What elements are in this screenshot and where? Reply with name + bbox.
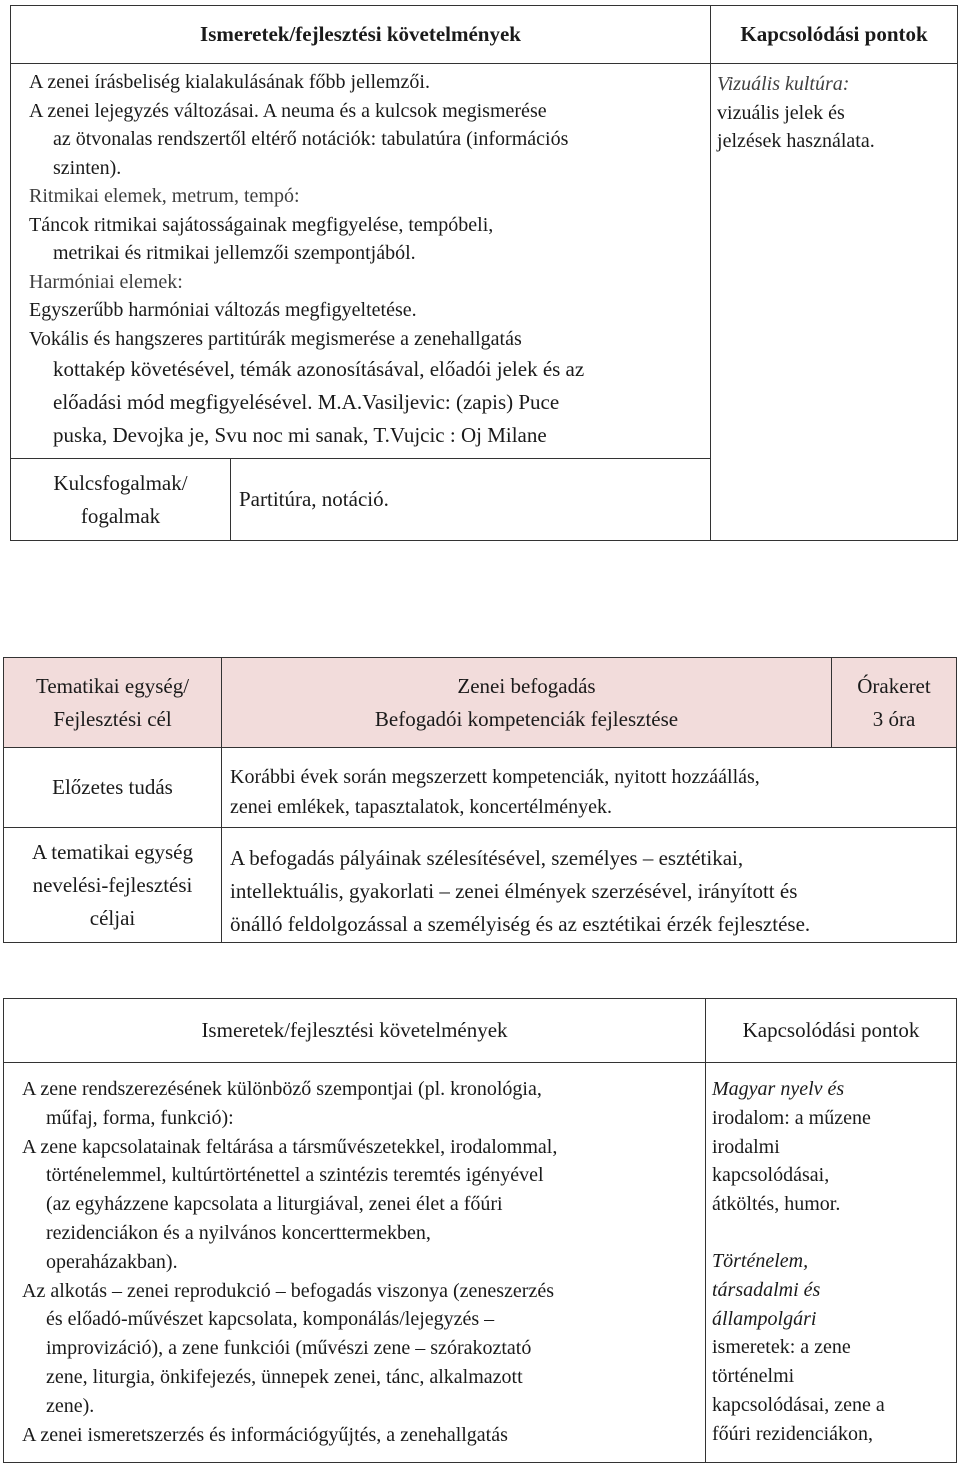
t3-right-spacer [712,1219,956,1247]
t3-right-line-7: főúri rezidenciákon, [712,1422,874,1445]
table1-requirements-cell [11,64,711,459]
t1-line-5: Ritmikai elemek, metrum, tempó: [29,185,300,207]
unit-label-line-2: Fejlesztési cél [53,706,172,731]
t1-right-line-2: jelzések használata. [717,130,875,152]
t1-line-7: metrikai és ritmikai jellemzői szempontjából. [53,242,416,264]
key-label-line-1: Kulcsfogalmak/ [53,470,188,495]
t3-right-italic-2c: állampolgári [712,1307,817,1330]
table1-header-requirements: Ismeretek/fejlesztési követelmények [11,6,711,64]
t3-right-italic-1: Magyar nyelv és [712,1078,845,1100]
prior-line-2: zenei emlékek, tapasztalatok, koncertélmények. [230,796,613,818]
goals-line-3: önálló feldolgozással a személyiség és az esztétikai érzék fejlesztése. [230,912,811,936]
key-label-line-2: fogalmak [80,503,161,528]
prior-knowledge-label: Előzetes tudás [4,748,222,828]
t3-line-1: A zene rendszerezésének különböző szempontjai (pl. kronológia, [22,1078,542,1100]
t3-line-13: A zenei ismeretszerzés és információgyűjtés, a zenehallgatás [22,1423,508,1446]
t1-line-4: szinten). [53,156,122,179]
t3-line-12: zene). [46,1394,95,1417]
requirements-table-1 [10,5,958,541]
t3-right-muzene: a műzene [789,1106,871,1129]
t3-line-2: műfaj, forma, funkció): [46,1106,234,1129]
goals-line-1: A befogadás pályáinak szélesítésével, személyes – esztétikai, [230,846,744,870]
hours-value: 3 óra [872,706,916,731]
goals-label-line-3: céljai [89,905,136,930]
t1-line-11: kottakép követésével, témák azonosításával, előadói jelek és az [53,357,585,381]
t3-right-line-6: kapcsolódásai, zene a [712,1393,885,1416]
unit-label-line-1: Tematikai egység/ [35,673,190,698]
t3-line-9: és előadó-művészet kapcsolata, komponálás/lejegyzés – [46,1308,495,1331]
t1-line-9: Egyszerűbb harmóniai változás megfigyeltetése. [29,299,417,321]
t1-line-8: Harmóniai elemek: [29,270,183,293]
t3-right-line-3: átköltés, humor. [712,1193,841,1216]
table3-requirements-cell [4,1063,706,1463]
t1-line-13: puska, Devojka je, Svu noc mi sanak, T.Vujcic : Oj Milane [53,423,547,447]
t3-line-3: A zene kapcsolatainak feltárása a társművészetekkel, irodalommal, [22,1135,558,1158]
table3-connections-cell [706,1063,957,1463]
table3-header-connections: Kapcsolódási pontok [706,999,957,1063]
requirements-table-2 [3,998,957,1463]
goals-label [4,828,222,943]
t1-line-6: Táncok ritmikai sajátosságainak megfigyelése, tempóbeli, [29,213,494,236]
goals-cell [222,828,957,943]
prior-knowledge-cell [222,748,957,828]
t3-line-11: zene, liturgia, önkifejezés, ünnepek zenei, tánc, alkalmazott [46,1365,523,1388]
t3-line-4: történelemmel, kultúrtörténettel a szintézis teremtés igényével [46,1164,544,1187]
t3-right-line-4: ismeretek: a zene [712,1336,851,1359]
t3-line-6: rezidenciákon és a nyilvános koncerttermekben, [46,1221,431,1244]
t3-right-line-2: kapcsolódásai, [712,1164,830,1187]
goals-line-2: intellektuális, gyakorlati – zenei élmények szerzésével, irányított és [230,879,798,903]
t3-right-line-5: történelmi [712,1365,795,1388]
prior-line-1: Korábbi évek során megszerzett kompetenciák, nyitott hozzáállás, [230,766,760,788]
goals-label-line-1: A tematikai egység [32,839,193,864]
t3-line-5: (az egyházzene kapcsolata a liturgiával, zenei élet a főúri [46,1193,503,1216]
t1-line-12: előadási mód megfigyelésével. M.A.Vasiljevic: (zapis) Puce [53,390,560,414]
t1-line-10: Vokális és hangszeres partitúrák megismerése a zenehallgatás [29,327,522,350]
key-concepts-label [11,459,231,541]
t3-right-italic-2a: Történelem, [712,1249,809,1272]
hours-cell [832,658,957,748]
t3-right-italic-2b: társadalmi és [712,1278,821,1301]
unit-title-line-2: Befogadói kompetenciák fejlesztése [374,706,679,731]
hours-label: Órakeret [857,673,931,698]
t3-right-irodalom: irodalom: [712,1106,790,1129]
unit-label-cell [4,658,222,748]
unit-title-cell [222,658,832,748]
t1-line-3: az ötvonalas rendszertől eltérő notációk: tabulatúra (információs [53,128,569,150]
t1-right-line-1: vizuális jelek és [717,101,845,124]
unit-title-line-1: Zenei befogadás [457,673,596,698]
t3-line-7: operaházakban). [46,1250,178,1273]
t3-line-8: Az alkotás – zenei reprodukció – befogadás viszonya (zeneszerzés [22,1279,554,1302]
t3-line-10: improvizáció), a zene funkciói (művészi zene – szórakoztató [46,1337,532,1360]
thematic-unit-table [3,657,957,943]
t1-line-1: A zenei írásbeliség kialakulásának főbb jellemzői. [29,71,430,93]
table1-header-connections: Kapcsolódási pontok [711,6,958,64]
t1-right-italic: Vizuális kultúra: [717,73,850,95]
key-concepts-value: Partitúra, notáció. [231,459,711,541]
t3-right-line-irodalom [712,1104,956,1133]
t1-line-2: A zenei lejegyzés változásai. A neuma és a kulcsok megismerése [29,99,547,122]
table3-header-requirements: Ismeretek/fejlesztési követelmények [4,999,706,1063]
table1-connections-cell [711,64,958,541]
goals-label-line-2: nevelési-fejlesztési [32,872,193,897]
t3-right-line-1: irodalmi [712,1135,780,1158]
